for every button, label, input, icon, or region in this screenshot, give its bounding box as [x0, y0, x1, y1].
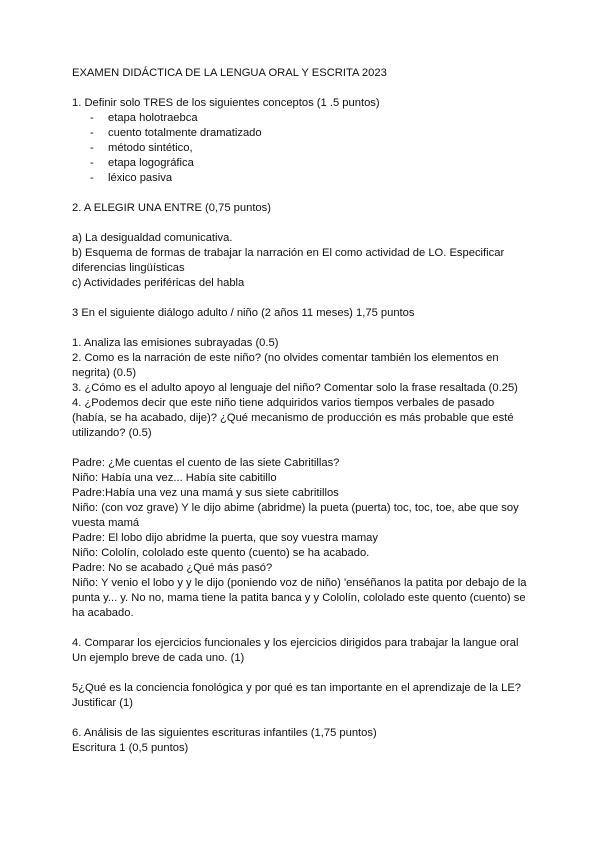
- q4-line-2: Un ejemplo breve de cada uno. (1): [72, 652, 245, 664]
- dialogue: [72, 456, 532, 621]
- dialogue-line: Niño: (con voz grave) Y le dijo abime (abridme) la pueta (puerta) toc, toc, toe, abe que soy vuesta mamá: [72, 502, 519, 529]
- q5-text: 5¿Qué es la conciencia fonológica y por qué es tan importante en el aprendizaje de la LE? Justificar (1): [72, 682, 522, 709]
- q2-option-b: b) Esquema de formas de trabajar la narración en El como actividad de LO. Especificar diferencias lingüísticas: [72, 247, 505, 274]
- dialogue-line: Niño: Y venio el lobo y y le dijo (poniendo voz de niño) 'enséñanos la patita por debajo de la punta y... y. No no, mama tiene la patita banca y y Cololín, cololado este quento (cuento) se ha acabado.: [72, 577, 527, 619]
- exam-document: [72, 66, 532, 756]
- list-item: - cuento totalmente dramatizado: [72, 126, 532, 141]
- q3-sub-4: 4. ¿Podemos decir que este niño tiene adquiridos varios tiempos verbales de pasado (había, se ha acabado, dije)? ¿Qué mecanismo de producción es más probable que esté utilizando? (0.5): [72, 397, 514, 439]
- q3-sub-1: 1. Analiza las emisiones subrayadas (0.5): [72, 337, 279, 349]
- q3-heading: 3 En el siguiente diálogo adulto / niño (2 años 11 meses) 1,75 puntos: [72, 307, 415, 319]
- q6-heading: 6. Análisis de las siguientes escrituras infantiles (1,75 puntos): [72, 727, 377, 739]
- q6-sub: Escritura 1 (0,5 puntos): [72, 742, 189, 754]
- dialogue-line: Niño: Cololín, cololado este quento (cuento) se ha acabado.: [72, 547, 370, 559]
- list-item: - léxico pasiva: [72, 171, 532, 186]
- dialogue-line: Niño: Había una vez... Había site cabitillo: [72, 472, 277, 484]
- q3-sub-2: 2. Como es la narración de este niño? (no olvides comentar también los elementos en negrita) (0.5): [72, 352, 499, 379]
- dialogue-line: Padre: El lobo dijo abridme la puerta, que soy vuestra mamay: [72, 532, 378, 544]
- list-item: - método sintético,: [72, 141, 532, 156]
- dialogue-line: Padre:Había una vez una mamá y sus siete cabritillos: [72, 487, 339, 499]
- dialogue-line: Padre: No se acabado ¿Qué más pasó?: [72, 562, 273, 574]
- exam-title: EXAMEN DIDÁCTICA DE LA LENGUA ORAL Y ESCRITA 2023: [72, 67, 387, 79]
- q1-heading: 1. Definir solo TRES de los siguientes conceptos (1 .5 puntos): [72, 97, 380, 109]
- q1-concept-list: [72, 111, 532, 186]
- q2-heading: 2. A ELEGIR UNA ENTRE (0,75 puntos): [72, 202, 271, 214]
- q4-line-1: 4. Comparar los ejercicios funcionales y los ejercicios dirigidos para trabajar la langue oral: [72, 637, 519, 649]
- q2-option-a: a) La desigualdad comunicativa.: [72, 232, 233, 244]
- q2-option-c: c) Actividades periféricas del habla: [72, 277, 245, 289]
- list-item: - etapa logográfica: [72, 156, 532, 171]
- list-item: - etapa holotraebca: [72, 111, 532, 126]
- dialogue-line: Padre: ¿Me cuentas el cuento de las siete Cabritillas?: [72, 457, 340, 469]
- q3-sub-3: 3. ¿Cómo es el adulto apoyo al lenguaje del niño? Comentar solo la frase resaltada (0.25): [72, 382, 518, 394]
